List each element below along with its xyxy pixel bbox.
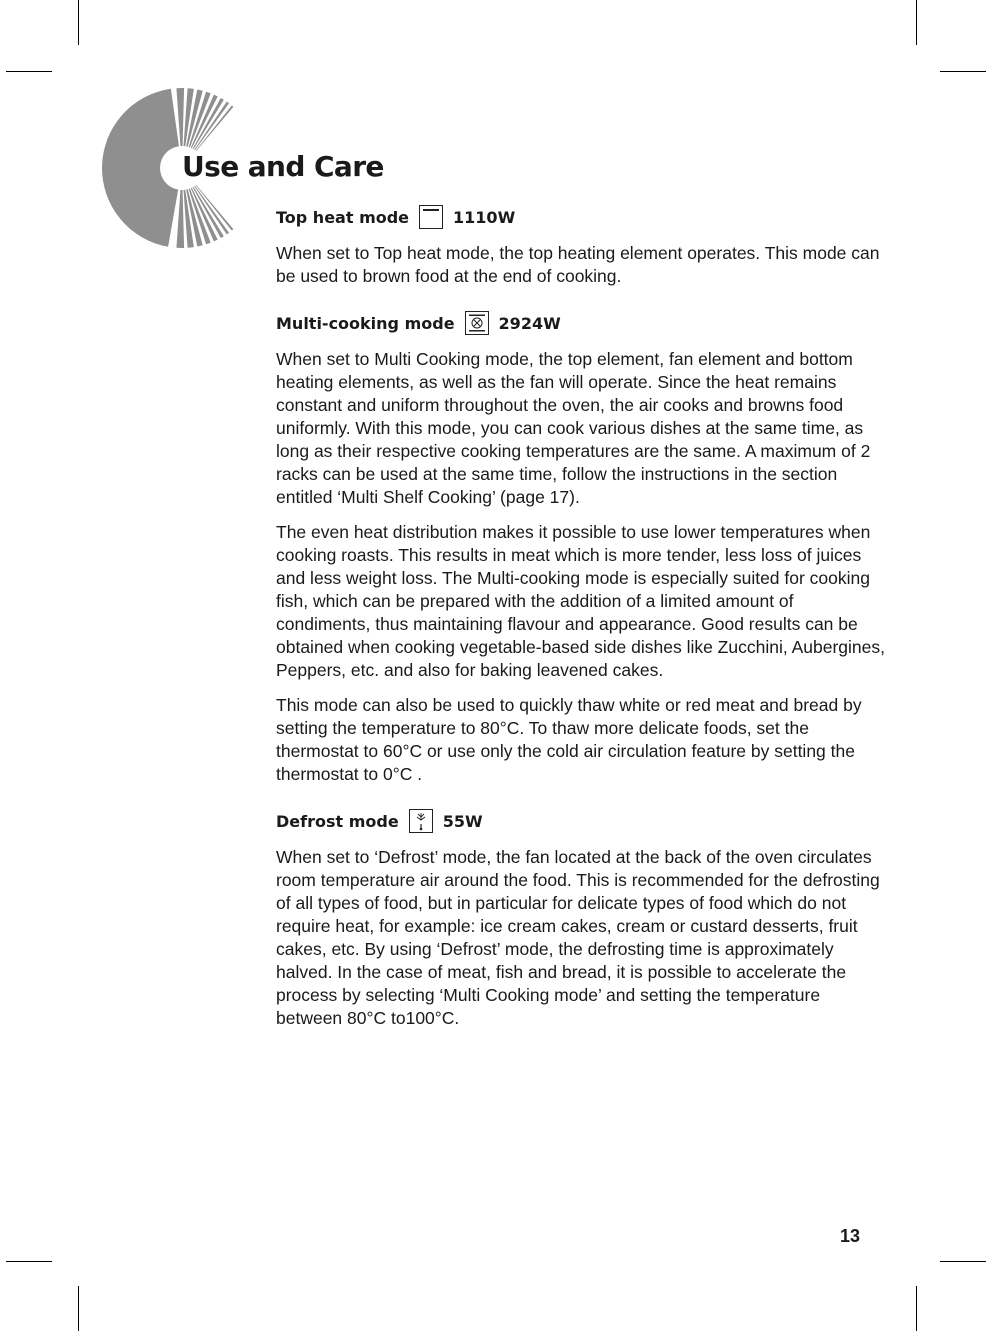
mode-heading: [276, 204, 886, 230]
top-heat-icon: [419, 205, 443, 229]
paragraph: The even heat distribution makes it possible to use lower temperatures when cooking roasts. This results in meat which is more tender, less loss of juices and less weight loss. The Multi-cooking mode is especially suited for cooking fish, which can be prepared with the addition of a limited amount of condiments, thus maintaining flavour and appearance. Good results can be obtained when cooking vegetable-based side dishes like Zucchini, Aubergines, Peppers, etc. and also for baking leavened cakes.: [276, 522, 886, 680]
crop-mark-top-right: [916, 0, 917, 45]
page-number: 13: [840, 1226, 861, 1246]
section-top-heat: [276, 204, 886, 288]
crop-mark-bottom-left: [78, 1286, 79, 1331]
page-title: Use and Care: [182, 150, 384, 183]
paragraph: When set to ‘Defrost’ mode, the fan located at the back of the oven circulates room temperature air around the food. This is recommended for the defrosting of all types of food, but in particular for delicate types of food which do not require heat, for example: ice cream cakes, cream or custard desserts, fruit cakes, etc. By using ‘Defrost’ mode, the defrosting time is approximately halved. In the case of meat, fish and bread, it is possible to accelerate the process by selecting ‘Multi Cooking mode’ and setting the temperature between 80°C to100°C.: [276, 847, 880, 1028]
mode-power: 2924W: [498, 313, 561, 333]
section-multi-cooking: [276, 310, 886, 786]
mode-power: 1110W: [453, 207, 516, 227]
crop-mark-right-bottom: [940, 1261, 986, 1262]
section-defrost: [276, 808, 886, 1030]
paragraph: When set to Multi Cooking mode, the top element, fan element and bottom heating elements, as well as the fan will operate. Since the heat remains constant and uniform throughout the oven, the air cooks and browns food uniformly. With this mode, you can cook various dishes at the same time, as long as their respective cooking temperatures are the same. A maximum of 2 racks can be used at the same time, follow the instructions in the section entitled ‘Multi Shelf Cooking’ (page 17).: [276, 349, 871, 507]
mode-heading: [276, 808, 886, 834]
mode-label: Defrost mode: [276, 811, 399, 831]
logo-segment: [194, 102, 229, 151]
multi-cooking-icon: [465, 311, 489, 335]
mode-heading: [276, 310, 886, 336]
logo-segment: [176, 190, 184, 248]
mode-label: Top heat mode: [276, 207, 410, 227]
paragraph: This mode can also be used to quickly thaw white or red meat and bread by setting the temperature to 80°C. To thaw more delicate foods, set the thermostat to 60°C or use only the cold air circulation feature by setting the thermostat to 0°C .: [276, 695, 862, 784]
logo-segment: [194, 186, 229, 235]
crop-mark-right-top: [940, 71, 986, 72]
mode-power: 55W: [442, 811, 483, 831]
mode-label: Multi-cooking mode: [276, 313, 455, 333]
crop-mark-top-left: [78, 0, 79, 45]
defrost-icon: [409, 809, 433, 833]
logo-segment: [102, 89, 179, 247]
content: [276, 204, 886, 1052]
crop-mark-left-bottom: [6, 1261, 52, 1262]
crop-mark-bottom-right: [916, 1286, 917, 1331]
paragraph: When set to Top heat mode, the top heating element operates. This mode can be used to brown food at the end of cooking.: [276, 243, 880, 286]
crop-mark-left-top: [6, 71, 52, 72]
